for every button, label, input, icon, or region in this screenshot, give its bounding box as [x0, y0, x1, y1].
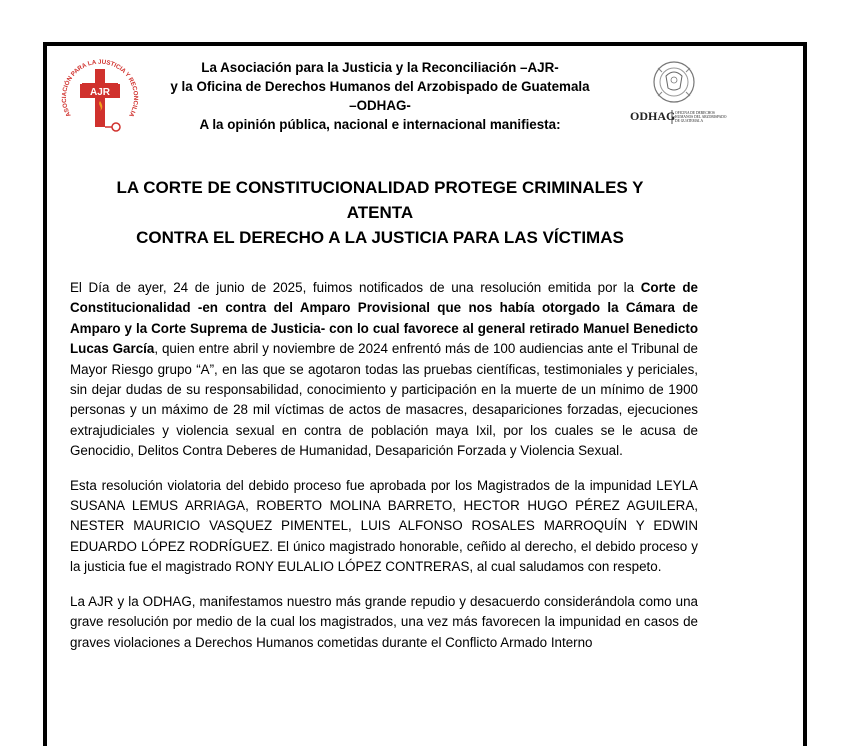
ajr-ring-text: ASOCIACIÓN PARA LA JUSTICIA Y RECONCILIA [60, 58, 140, 119]
odhag-logo [630, 58, 727, 138]
paragraph-1 [70, 278, 698, 462]
odhag-name: ODHAG [630, 109, 676, 123]
title-line-1: LA CORTE DE CONSTITUCIONALIDAD PROTEGE CRIMINALES Y ATENTA [116, 178, 644, 222]
odhag-subtitle-1: OFICINA DE DERECHOS [675, 111, 715, 115]
odhag-subtitle-3: DE GUATEMALA [675, 119, 704, 123]
document-title [90, 175, 670, 250]
header-block [150, 58, 610, 134]
ajr-logo [60, 55, 140, 135]
paragraph-3: La AJR y la ODHAG, manifestamos nuestro más grande repudio y desacuerdo considerándola como una grave resolución por medio de la cual los magistrados, una vez más favorecen la impunidad en casos de graves violaciones a Derechos Humanos cometidas durante el Conflicto Armado Interno [70, 593, 698, 650]
paragraph-2: Esta resolución violatoria del debido proceso fue aprobada por los Magistrados de la impunidad LEYLA SUSANA LEMUS ARRIAGA, ROBERTO MOLINA BARRETO, HECTOR HUGO PÉREZ AGUILERA, NESTER MAURICIO VASQUEZ PIMENTEL, LUIS ALFONSO ROSALES MARROQUÍN Y EDWIN EDUARDO LÓPEZ RODRÍGUEZ. El único magistrado honorable, ceñido al derecho, el debido proceso y la justicia fue el magistrado RONY EULALIO LÓPEZ CONTRERAS, al cual saludamos con respeto. [70, 477, 698, 575]
seal-icon [654, 62, 694, 102]
header-line-3: –ODHAG- [349, 98, 411, 113]
header-line-4: A la opinión pública, nacional e internacional manifiesta: [199, 117, 561, 132]
title-line-2: CONTRA EL DERECHO A LA JUSTICIA PARA LAS VÍCTIMAS [136, 228, 624, 247]
paragraph-1-intro: El Día de ayer, 24 de junio de 2025, fuimos notificados de una resolución emitida por la [70, 280, 641, 295]
header-line-2: y la Oficina de Derechos Humanos del Arzobispado de Guatemala [170, 79, 590, 94]
header-line-1: La Asociación para la Justicia y la Reconciliación –AJR- [201, 60, 559, 75]
paragraph-1-rest: , quien entre abril y noviembre de 2024 enfrentó más de 100 audiencias ante el Tribunal de Mayor Riesgo grupo “A”, en las que se agotaron todas las pruebas científicas, testimoniales y periciales, sin dejar dudas de su responsabilidad, conocimiento y participación en la muerte de un mínimo de 1900 personas y un máximo de 28 mil víctimas de actos de masacres, desapariciones forzadas, ejecuciones extrajudiciales y violencia sexual en contra de población maya Ixil, por los cuales se le acusa de Genocidio, Delitos Contra Deberes de Humanidad, Desaparición Forzada y Violencia Sexual. [70, 341, 698, 459]
odhag-subtitle-2: HUMANOS DEL ARZOBISPADO [675, 115, 727, 119]
ajr-mark: AJR [89, 87, 111, 98]
paragraph-1-bold: Corte de Constitucionalidad -en contra del Amparo Provisional que nos había otorgado la Cámara de Amparo y la Corte Suprema de Justicia- con lo cual favorece al general retirado Manuel Benedicto Lucas García [70, 280, 698, 357]
document-body [70, 278, 698, 667]
